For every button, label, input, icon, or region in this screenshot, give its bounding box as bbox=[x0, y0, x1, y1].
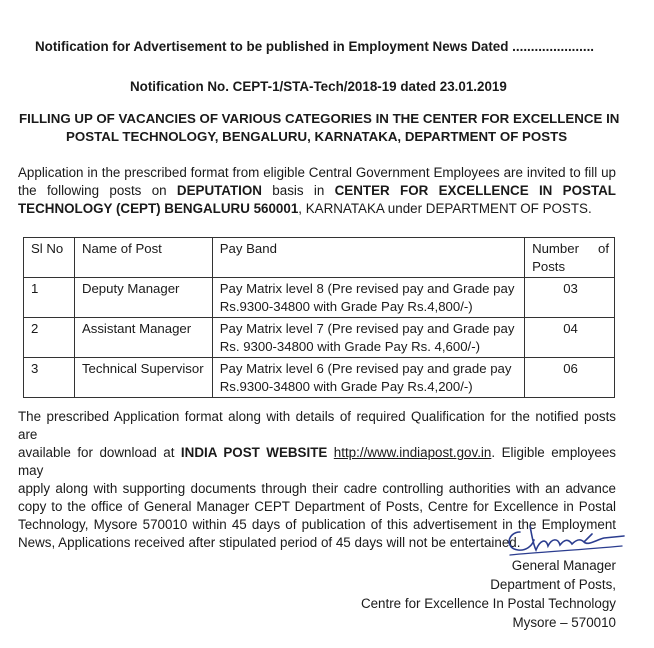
notification-line: Notification for Advertisement to be published in Employment News Dated ...................... bbox=[35, 39, 595, 54]
table-row bbox=[24, 318, 615, 358]
cell-pay-band bbox=[212, 278, 524, 318]
intro-line-3 bbox=[18, 200, 616, 218]
pay-line-2: Rs.9300-34800 with Grade Pay Rs.4,800/-) bbox=[219, 299, 473, 314]
title-line-2: POSTAL TECHNOLOGY, BENGALURU, KARNATAKA, DEPARTMENT OF POSTS bbox=[66, 129, 568, 144]
centre-name: CENTER FOR EXCELLENCE IN POSTAL bbox=[334, 183, 616, 198]
cell-count: 03 bbox=[525, 278, 615, 318]
body-line-6: News, Applications received after stipulated period of 45 days will not be entertained. bbox=[18, 535, 521, 550]
body-line-5: Technology, Mysore 570010 within 45 days of publication of this advertisement in the Employment bbox=[18, 517, 616, 532]
column-header-sl-no: Sl No bbox=[24, 238, 75, 278]
title-line-1: FILLING UP OF VACANCIES OF VARIOUS CATEGORIES IN THE CENTER FOR EXCELLENCE IN bbox=[19, 111, 620, 126]
intro-text: the following posts on bbox=[18, 183, 177, 198]
table-row bbox=[24, 278, 615, 318]
posts-table bbox=[23, 237, 615, 398]
cell-pay-band bbox=[212, 318, 524, 358]
cell-post-name: Technical Supervisor bbox=[74, 358, 212, 398]
column-header-name: Name of Post bbox=[74, 238, 212, 278]
website-label: INDIA POST WEBSITE bbox=[180, 445, 328, 460]
body-line-4: copy to the office of General Manager CEPT Department of Posts, Centre for Excellence in Postal bbox=[18, 499, 616, 514]
table-row bbox=[24, 358, 615, 398]
cell-sl: 1 bbox=[24, 278, 75, 318]
cell-pay-band bbox=[212, 358, 524, 398]
body-line-1: The prescribed Application format along with details of required Qualification for the notified posts are bbox=[18, 409, 616, 442]
column-header-number bbox=[525, 238, 615, 278]
body-line-3: apply along with supporting documents through their cadre controlling authorities with an advance bbox=[18, 481, 616, 496]
intro-line-2 bbox=[18, 182, 616, 200]
pay-line-1: Pay Matrix level 8 (Pre revised pay and Grade pay bbox=[219, 281, 515, 296]
table-header-row bbox=[24, 238, 615, 278]
pay-line-2: Rs.9300-34800 with Grade Pay Rs.4,200/-) bbox=[219, 379, 473, 394]
body-text: available for download at bbox=[18, 445, 181, 460]
signatory-centre: Centre for Excellence In Postal Technology bbox=[360, 596, 616, 611]
signatory-department: Department of Posts, bbox=[490, 577, 616, 592]
deputation-label: DEPUTATION bbox=[176, 183, 262, 198]
pay-line-1: Pay Matrix level 6 (Pre revised pay and grade pay bbox=[219, 361, 512, 376]
body-line-2 bbox=[18, 444, 616, 480]
pay-line-1: Pay Matrix level 7 (Pre revised pay and Grade pay bbox=[219, 321, 515, 336]
notification-number: Notification No. CEPT-1/STA-Tech/2018-19 dated 23.01.2019 bbox=[130, 79, 507, 94]
body-text: . Eligible employees may bbox=[18, 445, 616, 478]
signatory-city: Mysore – 570010 bbox=[512, 615, 616, 630]
cell-post-name: Assistant Manager bbox=[74, 318, 212, 358]
signatory-designation: General Manager bbox=[511, 558, 616, 573]
intro-text: basis in bbox=[261, 183, 335, 198]
cell-count: 04 bbox=[525, 318, 615, 358]
signature-image bbox=[500, 518, 626, 558]
intro-text: , KARNATAKA under DEPARTMENT OF POSTS. bbox=[298, 201, 592, 216]
cell-sl: 3 bbox=[24, 358, 75, 398]
number-header-line-2: Posts bbox=[532, 259, 566, 274]
centre-location: TECHNOLOGY (CEPT) BENGALURU 560001 bbox=[18, 201, 299, 216]
intro-line-1: Application in the prescribed format from eligible Central Government Employees are invited to fill up bbox=[18, 165, 616, 180]
number-header-line-1: Number of bbox=[532, 241, 609, 256]
pay-line-2: Rs. 9300-34800 with Grade Pay Rs. 4,600/-) bbox=[219, 339, 480, 354]
cell-post-name: Deputy Manager bbox=[74, 278, 212, 318]
column-header-pay-band: Pay Band bbox=[212, 238, 524, 278]
website-link[interactable]: http://www.indiapost.gov.in bbox=[333, 445, 492, 460]
cell-count: 06 bbox=[525, 358, 615, 398]
signatory-block bbox=[361, 556, 616, 632]
cell-sl: 2 bbox=[24, 318, 75, 358]
intro-paragraph bbox=[18, 164, 616, 218]
